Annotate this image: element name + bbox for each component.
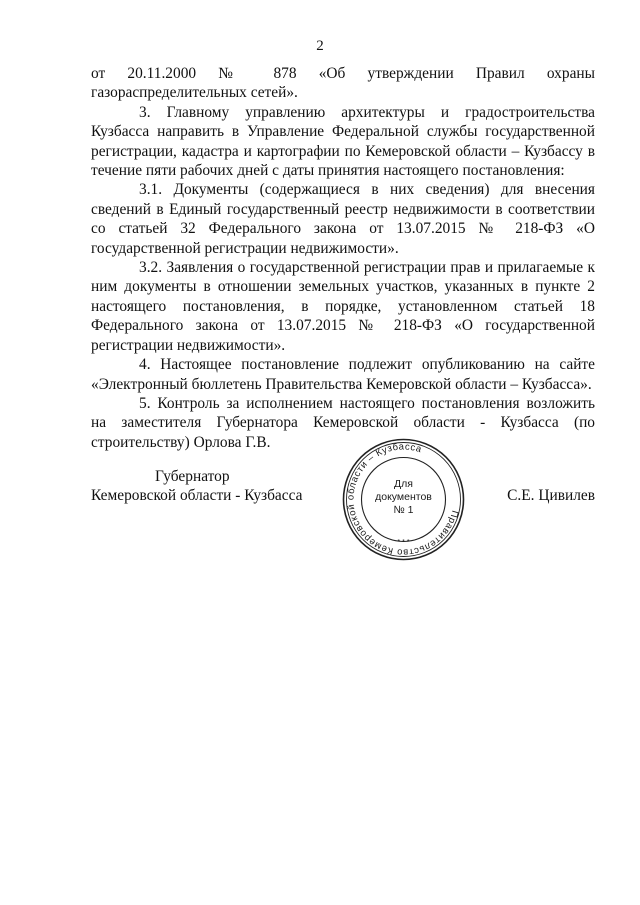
paragraph-continuation: от 20.11.2000 № 878 «Об утверждении Правил охраны газораспределительных сетей».	[91, 65, 595, 102]
official-seal-stamp	[341, 437, 466, 562]
signatory-title-line-1: Губернатор	[155, 468, 230, 485]
page-number: 2	[316, 38, 324, 54]
signatory-name: С.Е. Цивилев	[507, 487, 595, 504]
signatory-title-line-2: Кемеровской области - Кузбасса	[91, 487, 303, 505]
seal-center-line-2: документов	[375, 491, 432, 503]
signatory-title	[91, 467, 331, 506]
paragraph-item-4: 4. Настоящее постановление подлежит опубликованию на сайте «Электронный бюллетень Правительства Кемеровской области – Кузбасса».	[91, 356, 595, 393]
seal-center-line-1: Для	[394, 478, 413, 490]
seal-icon	[341, 437, 466, 562]
seal-ring-text: Правительство Кемеровской области – Кузбасса	[345, 441, 461, 558]
paragraph-item-3-1: 3.1. Документы (содержащиеся в них сведения) для внесения сведений в Единый государственный реестр недвижимости в соответствии со статьей 32 Федерального закона от 13.07.2015 № 218-ФЗ «О государственной регистрации недвижимости».	[91, 181, 595, 257]
paragraph-item-3: 3. Главному управлению архитектуры и градостроительства Кузбасса направить в Управление Федеральной службы государственной регистрации, кадастра и картографии по Кемеровской области – Кузбассу в течение пяти рабочих дней с даты принятия настоящего постановления:	[91, 103, 595, 180]
paragraph-item-3-2: 3.2. Заявления о государственной регистрации прав и прилагаемые к ним документы в отношении земельных участков, указанных в пункте 2 настоящего постановления, в порядке, установленном статьей 18 Федерального закона от 13.07.2015 № 218-ФЗ «О государственной регистрации недвижимости».	[91, 259, 595, 354]
seal-stars: * * *	[397, 539, 410, 546]
document-body	[91, 64, 595, 452]
seal-center-line-3: № 1	[393, 504, 414, 516]
paragraph-item-5: 5. Контроль за исполнением настоящего постановления возложить на заместителя Губернатора Кемеровской области - Кузбасса (по строительству) Орлова Г.В.	[91, 394, 595, 451]
